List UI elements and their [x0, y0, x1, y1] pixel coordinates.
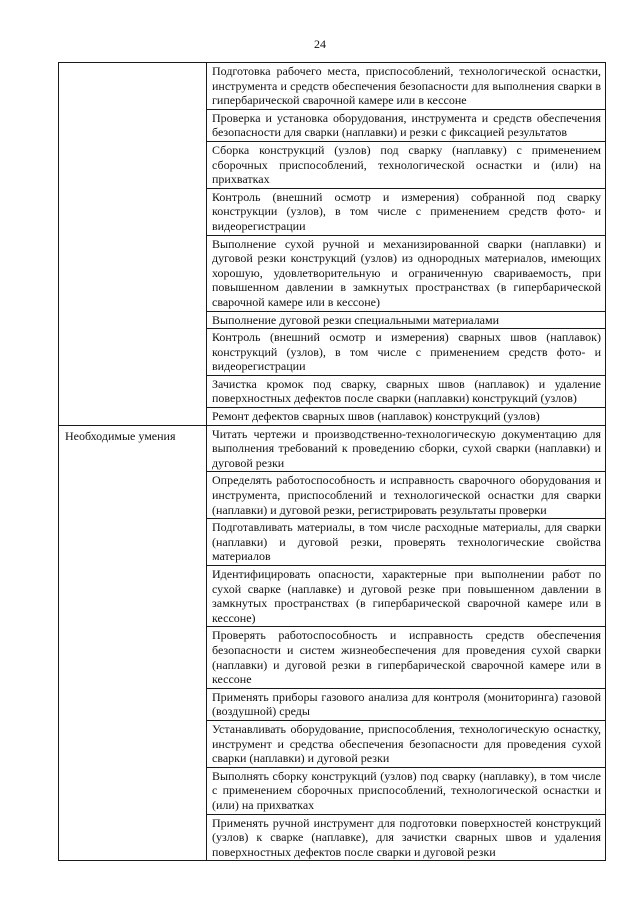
- table-cell: Сборка конструкций (узлов) под сварку (наплавку) с применением сборочных приспособлений, технологической оснастки и (или) на прихватках: [207, 141, 606, 188]
- table-cell: Идентифицировать опасности, характерные при выполнении работ по сухой сварке (наплавке) и дуговой резке при повышенном давлении в замкнутых пространствах (в гипербарической сварочной камере или в кессоне): [207, 566, 606, 627]
- table-cell: Ремонт дефектов сварных швов (наплавок) конструкций (узлов): [207, 408, 606, 426]
- table-cell: Читать чертежи и производственно-технологическую документацию для выполнения требований к проведению сборки, сухой сварки (наплавки) и дуговой резки: [207, 425, 606, 472]
- table-cell: Устанавливать оборудование, приспособления, технологическую оснастку, инструмент и средства обеспечения безопасности для проведения сухой сварки (наплавки) и дуговой резки: [207, 720, 606, 767]
- table-cell: Проверять работоспособность и исправность средств обеспечения безопасности и систем жизнеобеспечения для проведения сухой сварки (наплавки) и дуговой резки в гипербарической сварочной камере или в кессоне: [207, 627, 606, 688]
- table-cell: Контроль (внешний осмотр и измерения) собранной под сварку конструкции (узлов), в том числе с применением средств фото- и видеорегистрации: [207, 188, 606, 235]
- table-cell: Подготовка рабочего места, приспособлений, технологической оснастки, инструмента и средств обеспечения безопасности для выполнения сварки в гипербарической сварочной камере или в кессоне: [207, 63, 606, 110]
- table-cell: Определять работоспособность и исправность сварочного оборудования и инструмента, приспособлений и технологической оснастки для сварки (наплавки) и дуговой резки, регистрировать результаты проверки: [207, 472, 606, 519]
- table-row: [59, 425, 606, 472]
- table-cell: Проверка и установка оборудования, инструмента и средств обеспечения безопасности для сварки (наплавки) и резки с фиксацией результатов: [207, 109, 606, 141]
- table-cell: Подготавливать материалы, в том числе расходные материалы, для сварки (наплавки) и дуговой резки, проверять технологические свойства материалов: [207, 519, 606, 566]
- section-label-actions: [59, 63, 207, 426]
- section-label-skills: Необходимые умения: [59, 425, 207, 861]
- table-cell: Выполнение дуговой резки специальными материалами: [207, 311, 606, 329]
- page-number: 24: [314, 37, 326, 51]
- table-cell: Применять ручной инструмент для подготовки поверхностей конструкций (узлов) к сварке (наплавке), для зачистки сварных швов и удаления поверхностных дефектов после сварки и дуговой резки: [207, 814, 606, 861]
- table-cell: Применять приборы газового анализа для контроля (мониторинга) газовой (воздушной) среды: [207, 688, 606, 720]
- table-cell: Контроль (внешний осмотр и измерения) сварных швов (наплавок) конструкций (узлов), в том числе с применением средств фото- и видеорегистрации: [207, 329, 606, 376]
- requirements-table: [58, 62, 606, 861]
- table-cell: Выполнять сборку конструкций (узлов) под сварку (наплавку), в том числе с применением сборочных приспособлений, технологической оснастки и (или) на прихватках: [207, 767, 606, 814]
- table-row: [59, 63, 606, 110]
- table-cell: Зачистка кромок под сварку, сварных швов (наплавок) и удаление поверхностных дефектов после сварки (наплавки) конструкций (узлов): [207, 375, 606, 407]
- table-cell: Выполнение сухой ручной и механизированной сварки (наплавки) и дуговой резки конструкций (узлов) из однородных материалов, имеющих хорошую, удовлетворительную и ограниченную свариваемость, при повышенном давлении в замкнутых пространствах (в гипербарической сварочной камере или в кессоне): [207, 235, 606, 311]
